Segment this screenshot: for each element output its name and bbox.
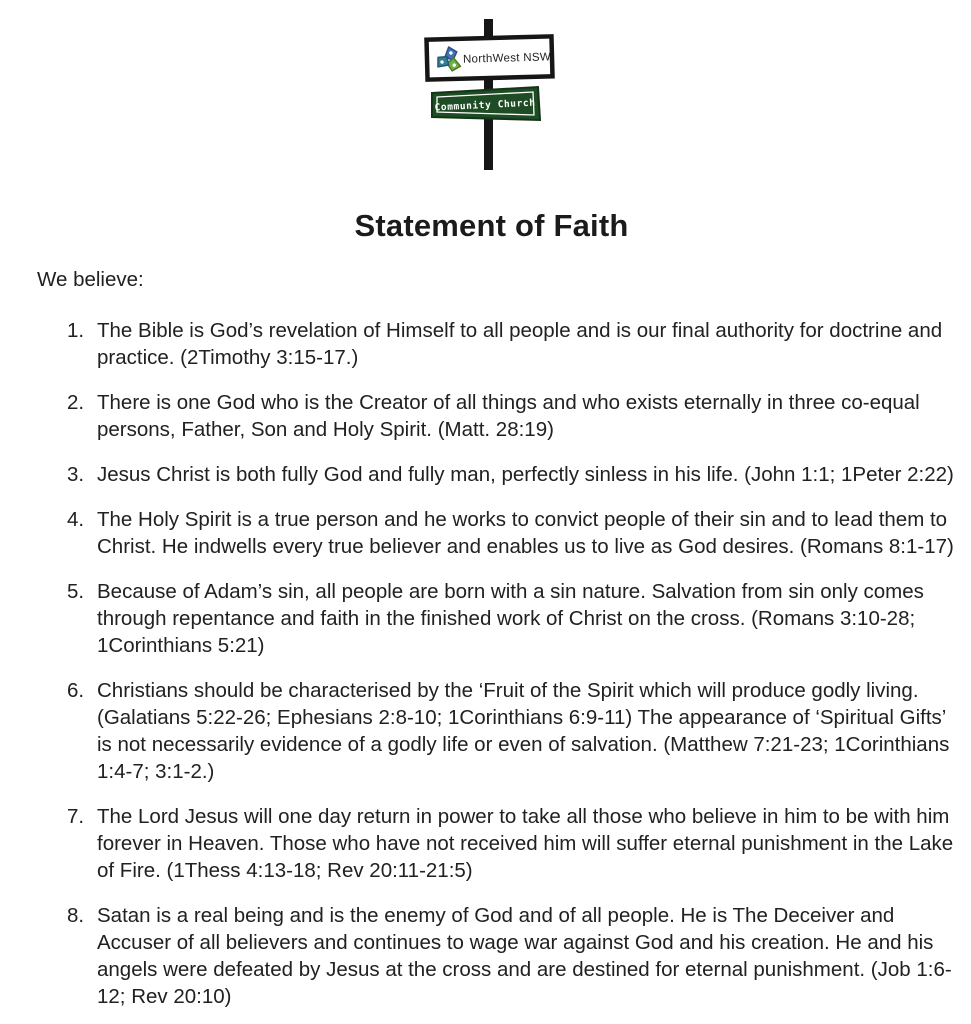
list-item-text: The Lord Jesus will one day return in power to take all those who believe in him to be with him forever in Heaven. Those who have not received him will suffer eternal punishment in the Lake of Fire. (1Thess 4:13-18; Rev 20:11-21:5) <box>97 805 954 882</box>
belief-item-5 <box>37 578 957 659</box>
list-item-number: 2. <box>67 391 85 414</box>
document-body <box>37 266 957 1024</box>
church-logo-graphic <box>409 5 569 175</box>
list-item-number: 7. <box>67 805 85 828</box>
top-sign <box>426 36 552 79</box>
list-item-text: Satan is a real being and is the enemy of God and of all people. He is The Deceiver and Accuser of all believers and continues to wage war against God and his creation. He and his angels were defeated by Jesus at the cross and are destined for eternal punishment. (Job 1:6-12; Rev 20:10) <box>97 904 952 1008</box>
list-item-text: The Holy Spirit is a true person and he works to convict people of their sin and to lead them to Christ. He indwells every true believer and enables us to live as God desires. (Romans 8:1-17) <box>97 508 954 558</box>
list-item-number: 5. <box>67 580 85 603</box>
list-item-number: 3. <box>67 463 85 486</box>
belief-item-8 <box>37 902 957 1010</box>
belief-item-3 <box>37 461 957 488</box>
bottom-sign <box>432 87 540 120</box>
top-sign-label: NorthWest NSW <box>462 51 552 66</box>
belief-item-6 <box>37 677 957 785</box>
list-item-number: 4. <box>67 508 85 531</box>
list-item-text: The Bible is God’s revelation of Himself to all people and is our final authority for doctrine and practice. (2Timothy 3:15-17.) <box>97 319 943 369</box>
list-item-number: 1. <box>67 319 85 342</box>
belief-item-4 <box>37 506 957 560</box>
page-title: Statement of Faith <box>354 208 629 243</box>
list-item-text: Because of Adam’s sin, all people are born with a sin nature. Salvation from sin only comes through repentance and faith in the finished work of Christ on the cross. (Romans 3:10-28; 1Corinthians 5:21) <box>97 580 924 657</box>
list-item-text: There is one God who is the Creator of all things and who exists eternally in three co-equal persons, Father, Son and Holy Spirit. (Matt. 28:19) <box>97 391 920 441</box>
belief-item-1 <box>37 317 957 371</box>
beliefs-list <box>37 317 957 1010</box>
belief-item-2 <box>37 389 957 443</box>
church-logo <box>409 5 569 175</box>
list-item-text: Jesus Christ is both fully God and fully man, perfectly sinless in his life. (John 1:1; 1Peter 2:22) <box>97 463 954 486</box>
list-item-number: 8. <box>67 904 85 927</box>
list-item-text: Christians should be characterised by the ‘Fruit of the Spirit which will produce godly living. (Galatians 5:22-26; Ephesians 2:8-10; 1Corinthians 6:9-11) The appearance of ‘Spiritual Gifts’ is not necessarily evidence of a godly life or even of salvation. (Matthew 7:21-23; 1Corinthians 1:4-7; 3:1-2.) <box>97 679 950 783</box>
belief-item-7 <box>37 803 957 884</box>
list-item-number: 6. <box>67 679 85 702</box>
bottom-sign-label: Community Church <box>434 97 536 114</box>
intro-text: We believe: <box>37 268 144 291</box>
